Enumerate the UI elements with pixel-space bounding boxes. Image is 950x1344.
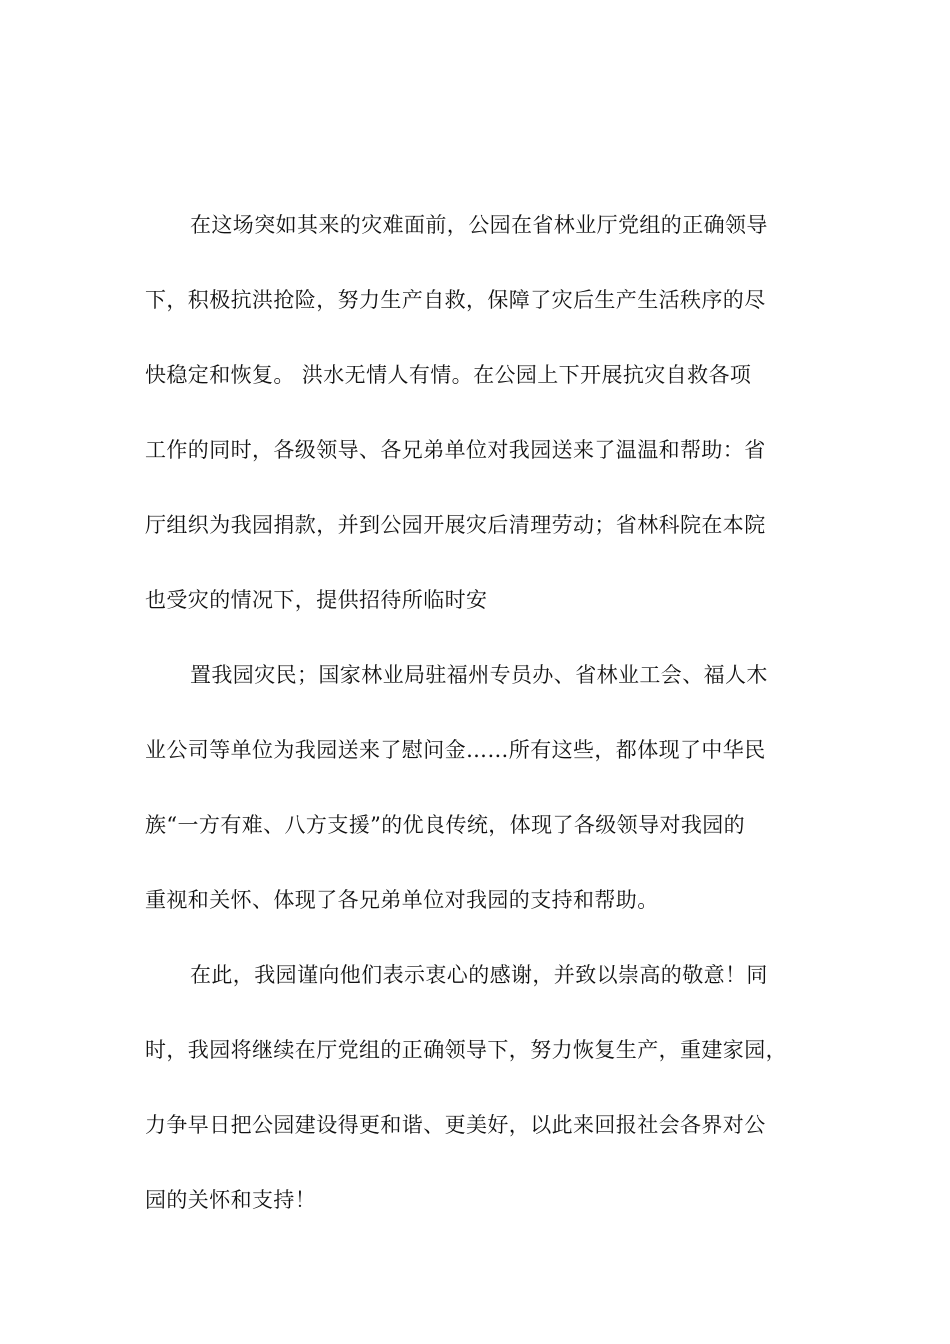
text-line-12: 时，我园将继续在厅党组的正确领导下，努力恢复生产，重建家园， (145, 1038, 787, 1062)
text-line-4: 工作的同时，各级领导、各兄弟单位对我园送来了温温和帮助：省 (145, 438, 766, 462)
text-line-11: 在此，我园谨向他们表示衷心的感谢，并致以崇高的敬意！同 (190, 963, 768, 987)
text-line-13: 力争早日把公园建设得更和谐、更美好，以此来回报社会各界对公 (145, 1113, 766, 1137)
text-line-8: 业公司等单位为我园送来了慰问金……所有这些，都体现了中华民 (145, 738, 766, 762)
text-line-14: 园的关怀和支持！ (145, 1188, 317, 1212)
text-line-7: 置我园灾民；国家林业局驻福州专员办、省林业工会、福人木 (190, 663, 768, 687)
text-line-9: 族“一方有难、八方支援”的优良传统，体现了各级领导对我园的 (145, 813, 746, 837)
text-line-10: 重视和关怀、体现了各兄弟单位对我园的支持和帮助。 (145, 888, 659, 912)
text-line-2: 下，积极抗洪抢险，努力生产自救，保障了灾后生产生活秩序的尽 (145, 288, 766, 312)
text-line-6: 也受灾的情况下，提供招待所临时安 (145, 588, 488, 612)
text-line-3: 快稳定和恢复。 洪水无情人有情。在公园上下开展抗灾自救各项 (145, 363, 752, 387)
text-line-5: 厅组织为我园捐款，并到公园开展灾后清理劳动；省林科院在本院 (145, 513, 766, 537)
text-line-1: 在这场突如其来的灾难面前，公园在省林业厅党组的正确领导 (190, 213, 768, 237)
